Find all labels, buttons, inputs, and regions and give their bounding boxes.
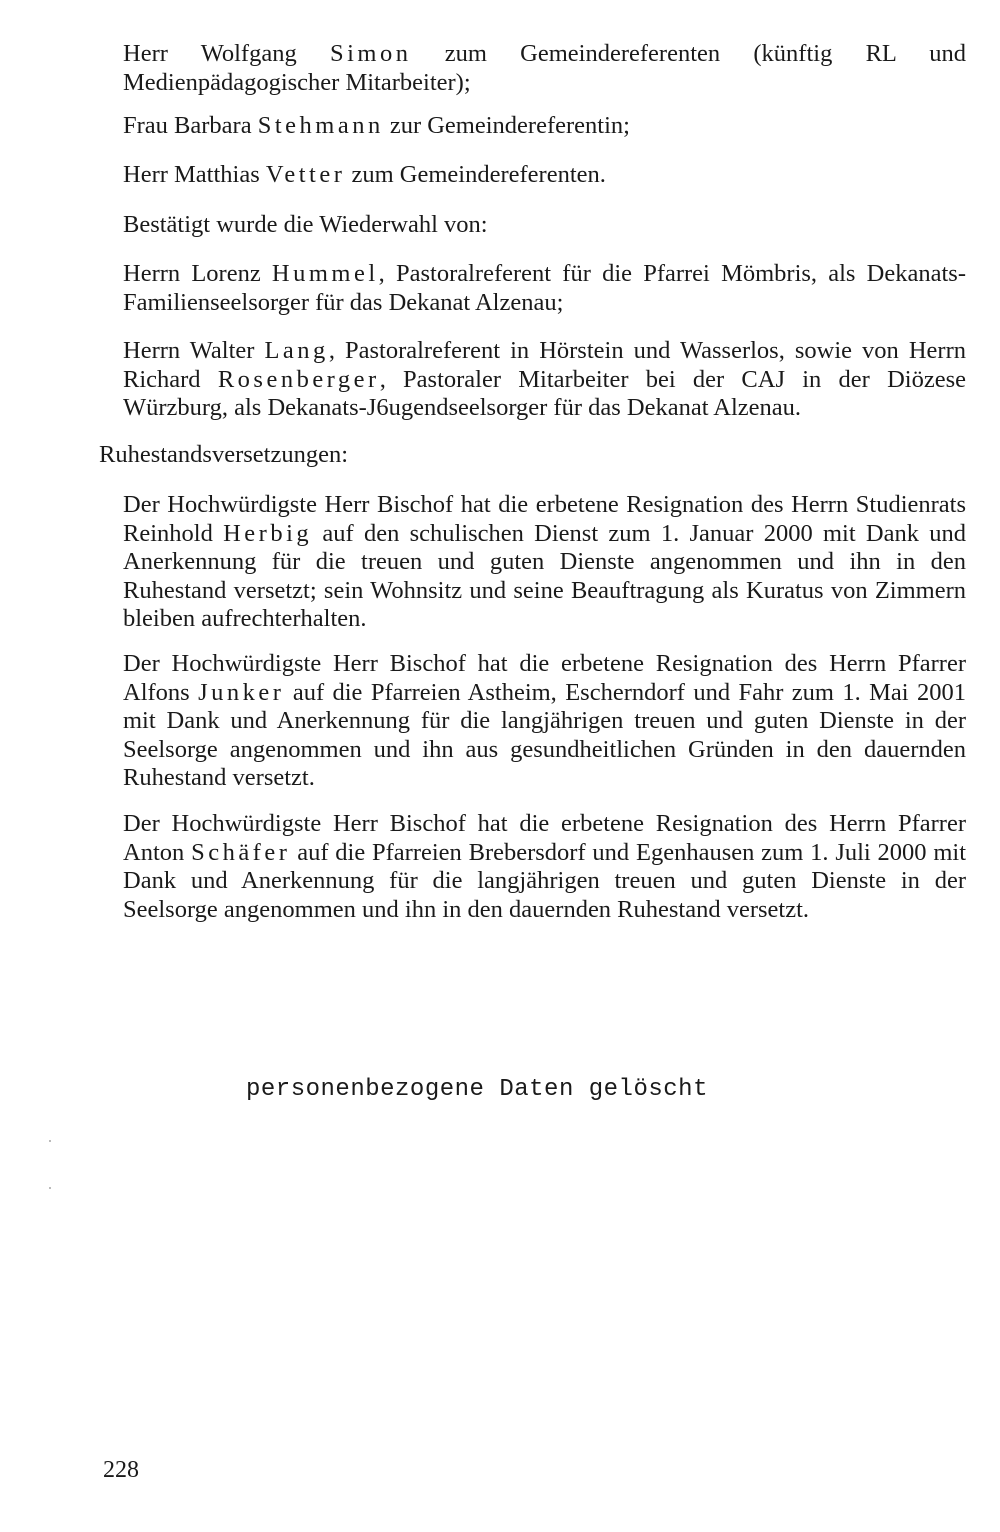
page-number: 228 <box>103 1457 139 1483</box>
text: Herr Matthias <box>123 161 266 188</box>
reelection-lang-rosenberger <box>123 337 966 423</box>
text: Der Hochwürdigste Herr Bischof hat die erbetene Resignation des Herrn Studienrats Reinhold <box>123 491 966 547</box>
text: Herr Wolfgang <box>123 40 330 67</box>
text: Der Hochwürdigste Herr Bischof hat die erbetene Resignation des Herrn Pfarrer Anton <box>123 810 966 866</box>
text: Herrn Lorenz <box>123 260 272 287</box>
surname: Stehmann <box>257 112 384 139</box>
text: Der Hochwürdigste Herr Bischof hat die erbetene Resignation des Herrn Pfarrer Alfons <box>123 650 966 706</box>
surname: Rosenberger <box>217 365 380 393</box>
text: auf die Pfarreien Astheim, Escherndorf und Fahr zum 1. Mai 2001 mit Dank und Anerkennung für die langjährigen treuen und guten Dienste in der Seelsorge angenommen und ihn aus gesundheitlichen Gründen in den dauernden Ruhestand versetzt. <box>123 678 966 791</box>
surname: Vetter <box>265 161 346 188</box>
text: Herrn Walter <box>123 337 265 364</box>
appointment-stehmann <box>123 112 966 141</box>
reelection-hummel <box>123 260 966 317</box>
surname: Schäfer <box>191 838 291 866</box>
scan-speck <box>49 1187 51 1189</box>
reelection-heading: Bestätigt wurde die Wiederwahl von: <box>123 211 488 238</box>
text: auf den schulischen Dienst zum 1. Januar 2000 mit Dank und Anerkennung für die treuen und guten Dienste angenommen und ihn in den Ruhestand versetzt; sein Wohnsitz und seine Beauftragung als Kuratus von Zimmern bleiben aufrechterhalten. <box>123 519 966 632</box>
retirement-schaefer <box>123 810 966 924</box>
retirement-herbig <box>123 491 966 634</box>
redaction-note: personenbezogene Daten gelöscht <box>246 1076 708 1103</box>
retirements-heading: Ruhestandsversetzungen: <box>99 441 349 468</box>
surname: Lang <box>264 337 329 364</box>
surname: Herbig <box>223 519 313 547</box>
scan-speck <box>49 1140 51 1142</box>
text: , Pastoralreferent in Hörstein und Wasserlos, sowie von Herrn Richard <box>123 337 966 393</box>
surname: Simon <box>329 40 412 67</box>
appointment-vetter <box>123 161 966 190</box>
text: Frau Barbara <box>123 112 258 139</box>
text: zum Gemeindereferenten (künftig RL und Medienpädagogischer Mitarbeiter); <box>123 40 966 96</box>
text: , Pastoralreferent für die Pfarrei Mömbris, als Dekanats-Familienseelsorger für das Dekanat Alzenau; <box>123 260 966 316</box>
surname: Junker <box>198 678 285 706</box>
text: , Pastoraler Mitarbeiter bei der CAJ in der Diözese Würzburg, als Dekanats-J6ugendseelsorger für das Dekanat Alzenau. <box>123 365 966 421</box>
text: zum Gemeindereferenten. <box>345 161 606 188</box>
retirement-junker <box>123 650 966 793</box>
surname: Hummel <box>271 260 379 287</box>
appointment-simon <box>123 40 966 97</box>
text: zur Gemeindereferentin; <box>383 112 630 139</box>
text: auf die Pfarreien Brebersdorf und Egenhausen zum 1. Juli 2000 mit Dank und Anerkennung für die langjährigen treuen und guten Dienste in der Seelsorge angenommen und ihn in den dauernden Ruhestand versetzt. <box>123 838 966 923</box>
